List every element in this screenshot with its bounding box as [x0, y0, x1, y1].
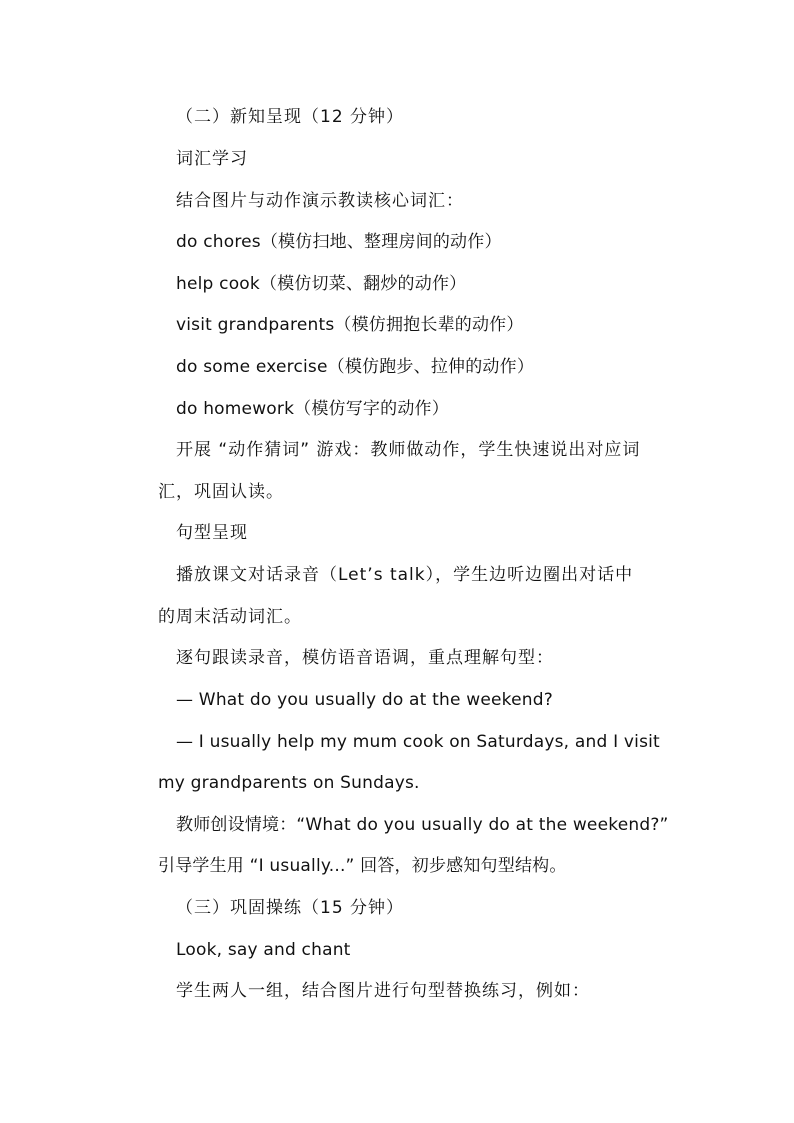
section-heading-practice: （三）巩固操练（15 分钟）	[176, 898, 405, 918]
dialog-question: — What do you usually do at the weekend?	[176, 690, 553, 710]
vocab-item: help cook（模仿切菜、翻炒的动作）	[176, 274, 467, 294]
vocab-title: 词汇学习	[176, 149, 248, 169]
section-heading-new-knowledge: （二）新知呈现（12 分钟）	[176, 107, 405, 127]
pattern-title: 句型呈现	[176, 523, 248, 543]
dialog-answer-line1: — I usually help my mum cook on Saturdays, and I visit	[176, 732, 660, 752]
pair-practice-line: 学生两人一组，结合图片进行句型替换练习，例如：	[176, 981, 590, 1001]
vocab-item: do some exercise（模仿跑步、拉伸的动作）	[176, 357, 535, 377]
vocab-intro: 结合图片与动作演示教读核心词汇：	[176, 191, 464, 211]
game-paragraph-line1: 开展 “动作猜词” 游戏：教师做动作，学生快速说出对应词	[176, 440, 641, 460]
game-paragraph-line2: 汇，巩固认读。	[158, 482, 284, 502]
vocab-item: visit grandparents（模仿拥抱长辈的动作）	[176, 315, 524, 335]
repeat-instruction: 逐句跟读录音，模仿语音语调，重点理解句型：	[176, 648, 554, 668]
chant-title: Look, say and chant	[176, 940, 351, 960]
audio-paragraph-line2: 的周末活动词汇。	[158, 607, 302, 627]
context-paragraph-line2: 引导学生用 “I usually...” 回答，初步感知句型结构。	[158, 856, 567, 876]
vocab-item: do chores（模仿扫地、整理房间的动作）	[176, 232, 502, 252]
audio-paragraph-line1: 播放课文对话录音（Let’s talk），学生边听边圈出对话中	[176, 565, 634, 585]
context-paragraph-line1: 教师创设情境：“What do you usually do at the weekend?”	[176, 815, 669, 835]
vocab-item: do homework（模仿写字的动作）	[176, 399, 449, 419]
dialog-answer-line2: my grandparents on Sundays.	[158, 773, 420, 793]
